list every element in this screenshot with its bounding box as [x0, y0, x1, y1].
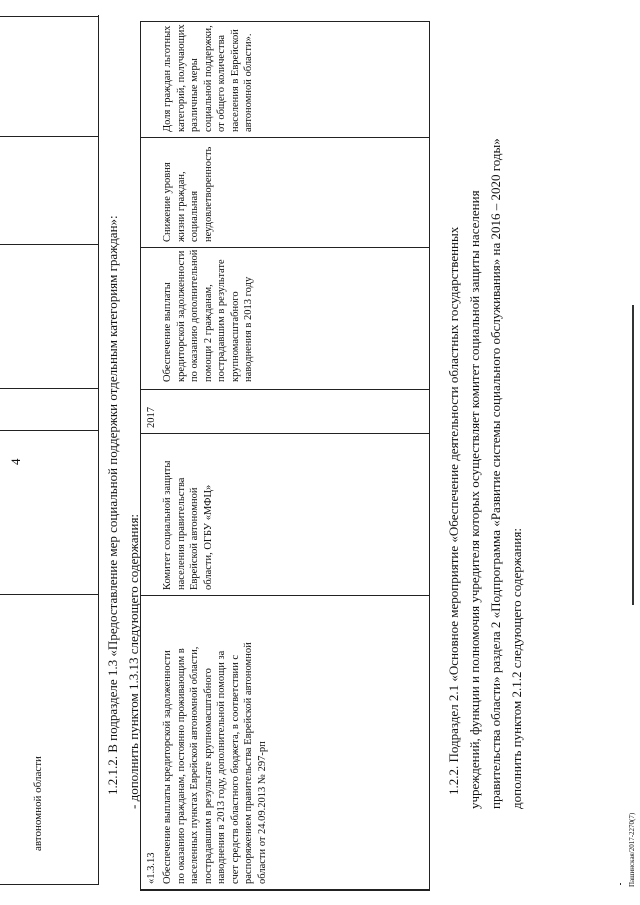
previous-table-cell: автономной области	[32, 756, 44, 851]
table-cell-measure-name: Обеспечение выплаты кредиторской задолженности по оказанию гражданам, постоянно проживающим в населенных пунктах Еврейской автономной области, пострадавшим в результате крупномасштабного наводнения в 2013 году, дополнительной помощи за счет средств областного бюджета, в соответствии с распоряжением правительства Еврейской автономной области от 24.09.2013 № 297-рп	[162, 642, 268, 884]
scan-edge-mark	[632, 305, 634, 605]
table-cell-number: «1.3.13	[146, 852, 157, 884]
paragraph-add-item: - дополнить пунктом 1.3.13 следующего содержания:	[126, 513, 141, 809]
previous-table-fragment	[0, 15, 99, 885]
paragraph-1-2-2-line-3: правительства области» раздела 2 «Подпрограмма «Развитие системы социального обслуживания» на 2016 – 2020 годы»	[488, 138, 503, 809]
paragraph-1-2-2-line-2: учреждений, функции и полномочия учредителя которых осуществляет комитет социальной защиты населения	[467, 190, 482, 809]
scan-dot-mark	[620, 883, 621, 885]
measures-table	[140, 21, 430, 891]
paragraph-1-2-2-line-4: дополнить пунктом 2.1.2 следующего содержания:	[509, 528, 524, 809]
paragraph-1-2-1-2: 1.2.1.2. В подразделе 1.3 «Предоставление мер социальной поддержки отдельным категориям граждан»:	[105, 215, 120, 795]
paragraph-1-2-2-line-1: 1.2.2. Подраздел 2.1 «Основное мероприятие «Обеспечение деятельности областных государственных	[446, 226, 461, 795]
table-cell-executor: Комитет социальной защиты населения правительства Еврейской автономной области, ОГБУ «МФЦ»	[162, 460, 214, 590]
footer-document-code: Пашинская/2017-2270(7)	[628, 812, 636, 887]
table-cell-expected-result: Обеспечение выплаты кредиторской задолженности по оказанию дополнительной помощи 2 гражданам, пострадавшим в результате крупномасштабного наводнения в 2013 году	[162, 249, 254, 382]
table-cell-indicator: Доля граждан льготных категорий, получающих различные меры социальной поддержки, от общего количества населения в Еврейской автономной области».	[162, 24, 254, 132]
table-cell-year: 2017	[146, 407, 157, 428]
table-cell-consequences: Снижение уровня жизни граждан, социальная неудовлетворенность	[162, 146, 214, 242]
page-number: 4	[8, 458, 23, 465]
